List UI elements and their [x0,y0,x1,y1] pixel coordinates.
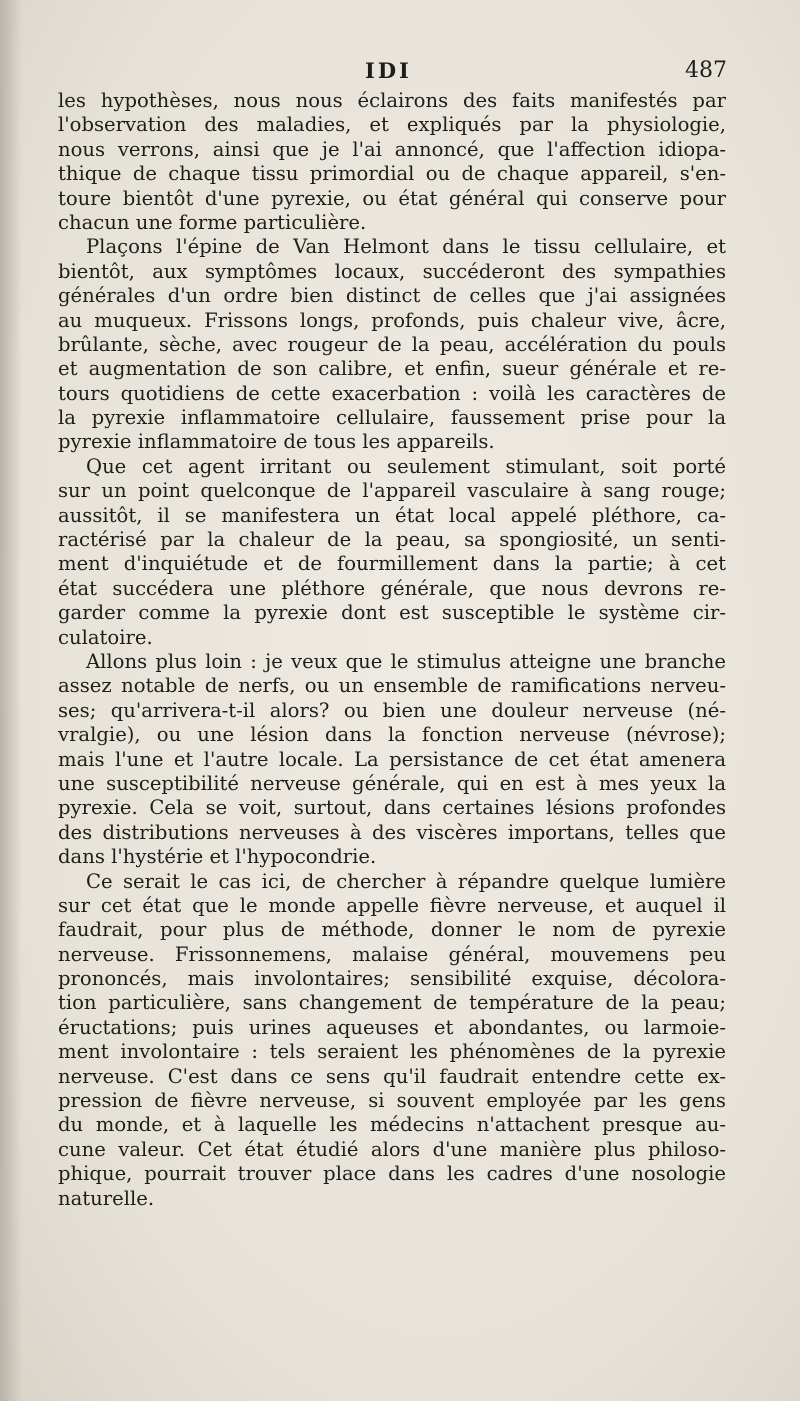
text-line: état succédera une pléthore générale, que nous devrons re- [58,576,726,600]
text-line: sur un point quelconque de l'appareil vasculaire à sang rouge; [58,479,726,503]
text-line: thique de chaque tissu primordial ou de chaque appareil, s'en- [58,162,726,186]
text-line: éructations; puis urines aqueuses et abondantes, ou larmoie- [58,1015,726,1039]
text-line: et augmentation de son calibre, et enfin, sueur générale et re- [58,357,726,381]
text-line: ses; qu'arrivera-t-il alors? ou bien une douleur nerveuse (né- [58,698,726,722]
text-line: culatoire. [58,625,153,649]
text-line: des distributions nerveuses à des viscères importans, telles que [58,820,726,844]
text-line: ment d'inquiétude et de fourmillement dans la partie; à cet [58,552,726,576]
text-line: Allons plus loin : je veux que le stimulus atteigne une branche [86,649,726,673]
text-line: mais l'une et l'autre locale. La persistance de cet état amenera [58,747,726,771]
text-line: nerveuse. C'est dans ce sens qu'il faudrait entendre cette ex- [58,1064,726,1088]
text-line: garder comme la pyrexie dont est susceptible le système cir- [58,601,726,625]
text-line: Plaçons l'épine de Van Helmont dans le tissu cellulaire, et [86,235,726,259]
gutter-shadow [0,0,22,1401]
text-line: pyrexie. Cela se voit, surtout, dans certaines lésions profondes [58,796,726,820]
text-line: du monde, et à laquelle les médecins n'attachent presque au- [58,1113,726,1137]
text-line: Que cet agent irritant ou seulement stimulant, soit porté [86,454,726,478]
text-line: dans l'hystérie et l'hypocondrie. [58,845,377,869]
text-line: une susceptibilité nerveuse générale, qui en est à mes yeux la [58,771,726,795]
page-header [0,56,800,92]
text-line: l'observation des maladies, et expliqués par la physiologie, [58,113,726,137]
text-line: nous verrons, ainsi que je l'ai annoncé, que l'affection idiopa- [58,137,726,161]
text-line: ment involontaire : tels seraient les phénomènes de la pyrexie [58,1040,726,1064]
body-text [58,89,726,1211]
text-line: cune valeur. Cet état étudié alors d'une manière plus philoso- [58,1137,726,1161]
text-line: tours quotidiens de cette exacerbation : voilà les caractères de [58,381,726,405]
text-line: pyrexie inflammatoire de tous les appareils. [58,430,495,454]
text-line: pression de fièvre nerveuse, si souvent employée par les gens [58,1089,726,1113]
text-line: les hypothèses, nous nous éclairons des faits manifestés par [58,89,726,112]
text-line: au muqueux. Frissons longs, profonds, puis chaleur vive, âcre, [58,308,726,332]
text-line: ractérisé par la chaleur de la peau, sa spongiosité, un senti- [58,528,726,552]
text-line: toure bientôt d'une pyrexie, ou état général qui conserve pour [58,186,726,210]
text-line: nerveuse. Frissonnemens, malaise général, mouvemens peu [58,942,726,966]
text-line: faudrait, pour plus de méthode, donner le nom de pyrexie [58,918,726,942]
page-number: 487 [685,58,727,83]
text-line: chacun une forme particulière. [58,210,367,234]
text-line: phique, pourrait trouver place dans les cadres d'une nosologie [58,1162,726,1186]
text-line: générales d'un ordre bien distinct de celles que j'ai assignées [58,284,726,308]
text-line: aussitôt, il se manifestera un état local appelé pléthore, ca- [58,503,726,527]
text-line: sur cet état que le monde appelle fièvre nerveuse, et auquel il [58,893,726,917]
text-line: la pyrexie inflammatoire cellulaire, faussement prise pour la [58,406,726,430]
text-line: naturelle. [58,1186,155,1210]
text-line: Ce serait le cas ici, de chercher à répandre quelque lumière [86,869,726,893]
text-line: assez notable de nerfs, ou un ensemble de ramifications nerveu- [58,674,726,698]
text-line: brûlante, sèche, avec rougeur de la peau, accélération du pouls [58,332,726,356]
text-line: vralgie), ou une lésion dans la fonction nerveuse (névrose); [58,723,726,747]
text-line: tion particulière, sans changement de température de la peau; [58,991,726,1015]
running-head: IDI [365,58,412,83]
text-line: prononcés, mais involontaires; sensibilité exquise, décolora- [58,967,726,991]
text-line: bientôt, aux symptômes locaux, succéderont des sympathies [58,259,726,283]
